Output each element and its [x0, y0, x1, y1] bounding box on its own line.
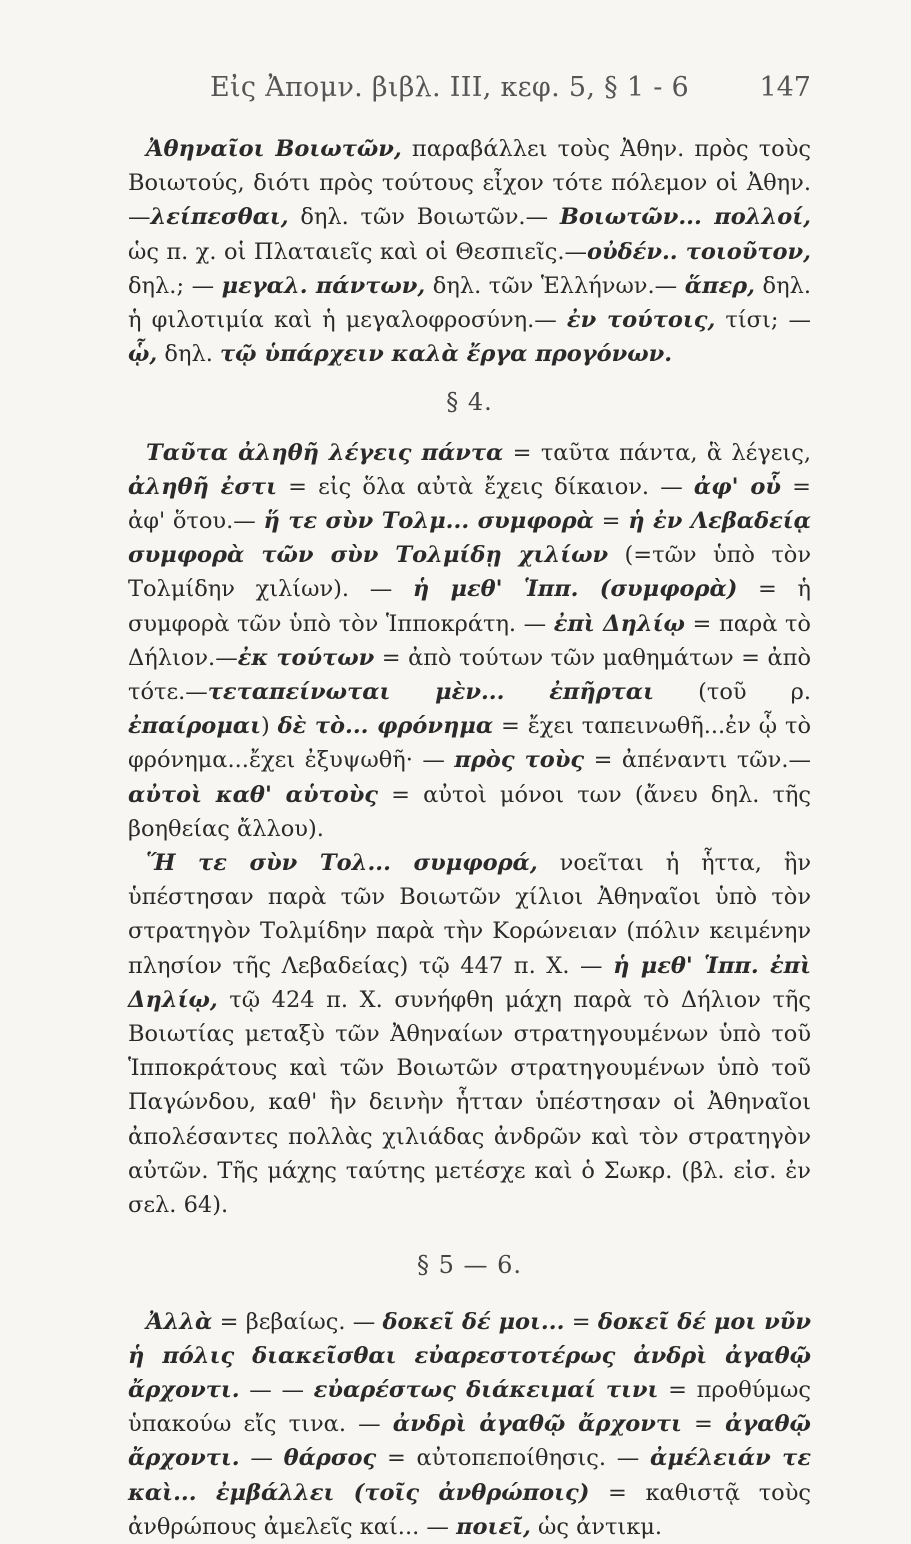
lemma-term: θάρσος [283, 1445, 377, 1472]
lemma-term: Ἥ τε σὺν Τολ... συμφορά, [146, 850, 538, 877]
gloss-text: = [681, 1411, 726, 1438]
gloss-text: δηλ. τῶν Βοιωτῶν.— [288, 204, 560, 231]
gloss-text: τῷ 424 π. Χ. συνήφθη μάχη παρὰ τὸ Δήλιον τῆς Βοιωτίας μεταξὺ τῶν Ἀθηναίων στρατηγουμένων ὑπὸ τοῦ Ἱπποκράτους καὶ τῶν Βοιωτῶν στρατηγουμένων ὑπὸ τοῦ Παγώνδου, καθ' ἣν δεινὴν ἧτταν ὑπέστησαν οἱ Ἀθηναῖοι ἀπολέσαντες πολλὰς χιλιάδας ἀνδρῶν καὶ τὸν στρατηγὸν αὐτῶν. Τῆς μάχης ταύτης μετέσχε καὶ ὁ Σωκρ. (βλ. εἰσ. ἐν σελ. 64). [128, 986, 811, 1219]
section-heading: § 5 — 6. [416, 1251, 523, 1280]
gloss-text: — [239, 1445, 284, 1472]
section-heading: § 4. [446, 388, 493, 417]
running-title: Εἰς Ἀπομν. βιβλ. ΙΙΙ, κεφ. 5, § 1 - 6 [210, 72, 689, 103]
gloss-text: δηλ.; — [128, 272, 222, 299]
gloss-text: = ἔχει ταπεινωθῆ...ἐν ᾧ τὸ φρόνημα...ἔχει ἐξυψωθῆ· — [128, 713, 811, 774]
gloss-text: — — [239, 1376, 314, 1403]
gloss-text: δηλ. [157, 341, 221, 368]
commentary-paragraph [128, 846, 811, 1222]
lemma-term: ἐπαίρομαι [128, 713, 261, 740]
gloss-text: τίσι; — [715, 307, 811, 334]
gloss-text: = [564, 1308, 598, 1335]
gloss-text: = προθύμως ὑπακούω εἴς τινα. — [128, 1376, 811, 1438]
lemma-term: ἅπερ, [684, 272, 755, 299]
lemma-term: ἀνδρὶ ἀγαθῷ ἄρχοντι [392, 1411, 682, 1438]
lemma-term: Βοιωτῶν... πολλοί, [559, 204, 811, 231]
lemma-term: ἀφ' οὗ [693, 473, 781, 500]
lemma-term: δὲ τὸ... φρόνημα [277, 713, 494, 740]
lemma-term: ἥ τε σὺν Τολμ... συμφορὰ [263, 508, 594, 535]
lemma-term: ἐπὶ Δηλίῳ [553, 610, 685, 637]
gloss-text: (=τῶν ὑπὸ τὸν Τολμίδην χιλίων). — [128, 542, 812, 603]
gloss-text: νοεῖται ἡ ἧττα, ἣν ὑπέστησαν παρὰ τῶν Βοιωτῶν χίλιοι Ἀθηναῖοι ὑπὸ τὸν στρατηγὸν Τολμίδην παρὰ τὴν Κορώνειαν (πόλιν κειμένην πλησίον τῆς Λεβαδείας) τῷ 447 π. Χ. — [128, 850, 811, 979]
lemma-term: εὐαρέστως διάκειμαί τινι [313, 1376, 659, 1403]
gloss-text: παραβάλλει τοὺς Ἀθην. πρὸς τοὺς Βοιωτούς, διότι πρὸς τούτους εἶχον τότε πόλεμον οἱ Ἀθην.— [128, 136, 811, 231]
page-number: 147 [759, 72, 811, 103]
gloss-text: = ἀπέναντι τῶν.— [584, 747, 811, 774]
gloss-text: ὡς ἀντικμ. [530, 1513, 663, 1540]
page-body [128, 132, 811, 1544]
lemma-term: πρὸς τοὺς [454, 747, 585, 774]
gloss-text: = βεβαίως. — [212, 1308, 383, 1335]
lemma-term: ποιεῖ, [456, 1513, 531, 1540]
lemma-term: οὐδέν.. τοιοῦτον, [587, 238, 811, 265]
lemma-term: δοκεῖ δέ μοι νῦν ἡ πόλις διακεῖσθαι εὐαρεστοτέρως ἀνδρὶ ἀγαθῷ ἄρχοντι. [128, 1308, 811, 1403]
lemma-term: ἀμέλειάν τε καὶ... ἐμβάλλει (τοῖς ἀνθρώποις) [128, 1445, 812, 1506]
lemma-term: Ταῦτα ἀληθῆ λέγεις πάντα [146, 439, 504, 466]
gloss-text: δηλ. ἡ φιλοτιμία καὶ ἡ μεγαλοφροσύνη.— [128, 272, 811, 334]
gloss-text: (τοῦ ρ. [654, 679, 811, 706]
gloss-text: ) [261, 713, 278, 740]
lemma-term: ἡ μεθ' Ἱππ. (συμφορὰ) [412, 576, 738, 603]
lemma-term: αὐτοὶ καθ' αὑτοὺς [128, 781, 379, 808]
lemma-term: ἀληθῆ ἐστι [128, 473, 277, 500]
lemma-term: τῷ ὑπάρχειν καλὰ ἔργα προγόνων. [220, 341, 673, 368]
lemma-term: ἐν τούτοις, [566, 307, 716, 334]
lemma-term: ἡ ἐν Λεβαδείᾳ συμφορὰ τῶν σὺν Τολμίδῃ χιλίων [128, 508, 811, 569]
gloss-text: = ἀπὸ τούτων τῶν μαθημάτων = ἀπὸ τότε.— [128, 644, 812, 706]
lemma-term: ἡ μεθ' Ἱππ. ἐπὶ Δηλίῳ, [128, 952, 812, 1013]
gloss-text: = ἡ συμφορὰ τῶν ὑπὸ τὸν Ἱπποκράτη. — [128, 576, 811, 637]
lemma-term: ἐκ τούτων [237, 644, 375, 671]
lemma-term: λείπεσθαι, [150, 204, 289, 231]
commentary-paragraph [128, 132, 811, 371]
lemma-term: τεταπείνωται μὲν... ἐπῆρται [207, 679, 655, 706]
page-header [130, 72, 811, 108]
gloss-text: = αὐτοπεποίθησις. — [376, 1445, 651, 1472]
gloss-text: ὡς π. χ. οἱ Πλαταιεῖς καὶ οἱ Θεσπιεῖς.— [128, 238, 588, 265]
lemma-term: Ἀθηναῖοι Βοιωτῶν, [146, 136, 402, 162]
gloss-text: δηλ. τῶν Ἑλλήνων.— [425, 272, 685, 299]
commentary-paragraph [128, 436, 811, 846]
lemma-term: ἀγαθῷ ἄρχοντι. [128, 1411, 811, 1472]
gloss-text: = εἰς ὅλα αὐτὰ ἔχεις δίκαιον. — [276, 473, 694, 500]
lemma-term: μεγαλ. πάντων, [221, 272, 426, 299]
gloss-text: = αὐτοὶ μόνοι των (ἄνευ δηλ. τῆς βοηθείας ἄλλου). [128, 781, 811, 842]
gloss-text: = ἀφ' ὅτου.— [128, 473, 811, 535]
gloss-text: = παρὰ τὸ Δήλιον.— [128, 610, 811, 671]
commentary-paragraph [128, 1305, 811, 1544]
gloss-text: = ταῦτα πάντα, ἃ λέγεις, [503, 439, 811, 466]
gloss-text: = καθιστᾷ τοὺς ἀνθρώπους ἀμελεῖς καί... — [128, 1479, 811, 1540]
lemma-term: δοκεῖ δέ μοι... [382, 1308, 565, 1335]
gloss-text: = [593, 508, 629, 535]
lemma-term: ᾧ, [128, 341, 158, 368]
lemma-term: Ἀλλὰ [146, 1308, 213, 1335]
